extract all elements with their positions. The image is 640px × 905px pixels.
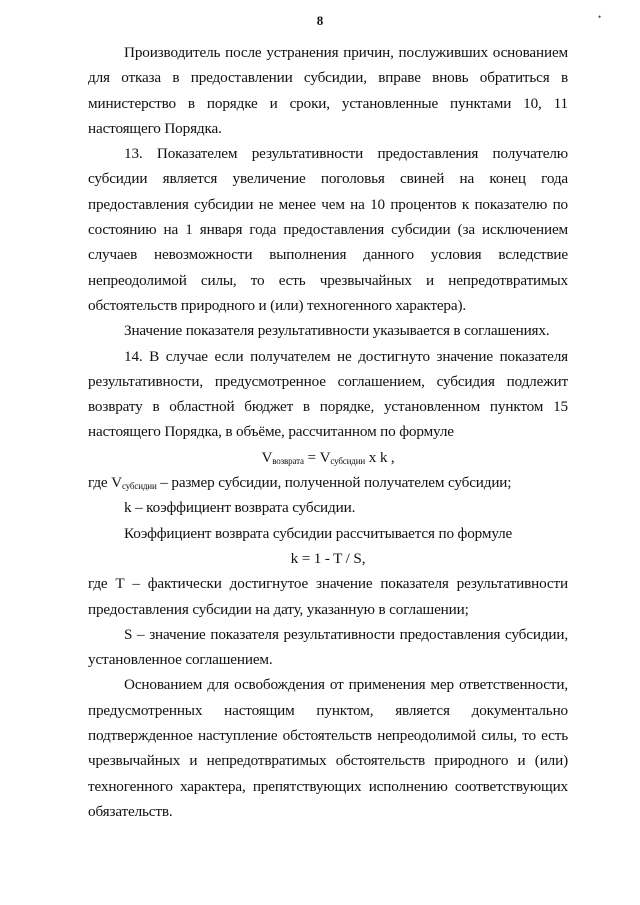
page-number: 8 [316,13,324,28]
v-def-symbol: V [111,474,122,492]
paragraph-force-majeure: Основанием для освобождения от применения мер ответственности, предусмотренных настоящим пунктом, является документально подтвержденное наступление обстоятельств непреодолимой силы, то есть чрезвычайных и непредотвратимых обстоятельств природного и (или) техногенного характера, препятствующих исполнению соответствующих обязательств. [88,676,568,820]
formula-k: k = 1 - T / S, [290,549,366,567]
paragraph-v-subsidy-definition [88,470,568,495]
paragraph-s-definition: S – значение показателя результативности предоставления субсидии, установленное соглашением. [88,625,568,669]
paragraph-13-indicator: 13. Показателем результативности предоставления получателю субсидии является увеличение поголовья свиней на конец года предоставления субсидии не менее чем на 10 процентов к показателю по состоянию на 1 января года предоставления субсидии (за исключением случаев невозможности выполнения данного условия вследствие непреодолимой силы, то есть чрезвычайных и непредотвратимых обстоятельств природного и (или) техногенного характера). [88,145,568,314]
paragraph-k-definition: k – коэффициент возврата субсидии. [124,499,356,517]
paragraph-14-return: 14. В случае если получателем не достигнуто значение показателя результативности, предусмотренное соглашением, субсидия подлежит возврату в областной бюджет в порядке, установленном пунктом 15 настоящего Порядка, в объёме, рассчитанном по формуле [88,347,568,441]
v-def-text: – размер субсидии, полученной получателем субсидии; [156,474,512,492]
formula-return-volume [88,445,568,470]
formula-sub-return: возврата [272,455,304,466]
paragraph-indicator-agreements: Значение показателя результативности указывается в соглашениях. [124,322,550,340]
paragraph-reapply: Производитель после устранения причин, послуживших основанием для отказа в предоставлении субсидии, вправе вновь обратиться в министерство в порядке и сроки, установленные пунктами 10, 11 настоящего Порядка. [88,44,568,137]
formula-sub-subsidy: субсидии [330,455,366,466]
paragraph-k-formula-intro: Коэффициент возврата субсидии рассчитывается по формуле [124,524,513,542]
paragraph-t-definition: где Т – фактически достигнутое значение показателя результативности предоставления субсидии на дату, указанную в соглашении; [88,575,568,618]
document-body [88,40,568,824]
formula-equals: = [303,448,320,466]
corner-mark: • [598,12,602,22]
v-def-sub: субсидии [121,481,157,492]
formula-tail: x k , [365,448,395,466]
formula-v-subsidy: V [319,448,331,466]
v-def-prefix: где [88,474,112,492]
formula-v-return: V [261,448,273,466]
